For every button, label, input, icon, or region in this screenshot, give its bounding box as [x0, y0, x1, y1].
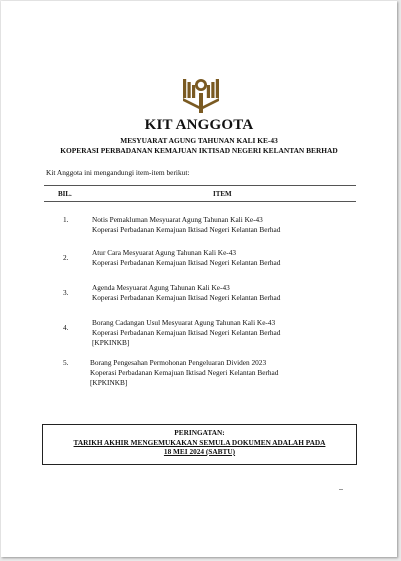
table-header-top-rule: [44, 185, 356, 186]
row-number: 3.: [63, 288, 69, 297]
row-item-line: Notis Pemakluman Mesyuarat Agung Tahunan Kali Ke-43: [92, 215, 263, 224]
row-number: 4.: [63, 323, 69, 332]
deadline-notice-box: [42, 424, 357, 465]
koperasi-logo-icon: [182, 73, 220, 113]
row-item-line: Borang Pengesahan Permohonan Pengeluaran Dividen 2023: [90, 358, 267, 367]
row-number: 1.: [63, 215, 69, 224]
row-item-line: Koperasi Perbadanan Kemajuan Iktisad Negeri Kelantan Berhad: [92, 225, 281, 234]
table-header-bottom-rule: [44, 201, 356, 202]
row-number: 2.: [63, 253, 69, 262]
column-header-item: ITEM: [213, 190, 232, 198]
row-item-line: Borang Cadangan Usul Mesyuarat Agung Tahunan Kali Ke-43: [92, 318, 276, 327]
kit-title: KIT ANGGOTA: [144, 117, 254, 133]
intro-text: Kit Anggota ini mengandungi item-item berikut:: [46, 168, 190, 177]
row-item-line: [KPKINKB]: [92, 338, 130, 347]
document-page: [1, 1, 397, 557]
meeting-subtitle: MESYUARAT AGUNG TAHUNAN KALI KE-43: [120, 136, 278, 145]
notice-line-2: 18 MEI 2024 (SABTU): [163, 447, 236, 456]
row-item-line: Koperasi Perbadanan Kemajuan Iktisad Negeri Kelantan Berhad: [92, 293, 281, 302]
row-item-line: Koperasi Perbadanan Kemajuan Iktisad Negeri Kelantan Berhad: [92, 328, 281, 337]
row-item-line: Agenda Mesyuarat Agung Tahunan Kali Ke-43: [92, 283, 230, 292]
row-item-line: [KPKINKB]: [90, 378, 128, 387]
row-item-line: Koperasi Perbadanan Kemajuan Iktisad Negeri Kelantan Berhad: [90, 368, 279, 377]
organization-name: KOPERASI PERBADANAN KEMAJUAN IKTISAD NEGERI KELANTAN BERHAD: [60, 146, 338, 155]
column-header-bil: BIL.: [58, 190, 72, 198]
notice-label: PERINGATAN:: [174, 428, 225, 437]
row-number: 5.: [63, 358, 69, 367]
notice-line-1: TARIKH AKHIR MENGEMUKAKAN SEMULA DOKUMEN ADALAH PADA: [73, 437, 326, 447]
row-item-line: Koperasi Perbadanan Kemajuan Iktisad Negeri Kelantan Berhad: [92, 258, 281, 267]
row-item-line: Atur Cara Mesyuarat Agung Tahunan Kali Ke-43: [92, 248, 237, 257]
page-mark: [339, 489, 343, 490]
